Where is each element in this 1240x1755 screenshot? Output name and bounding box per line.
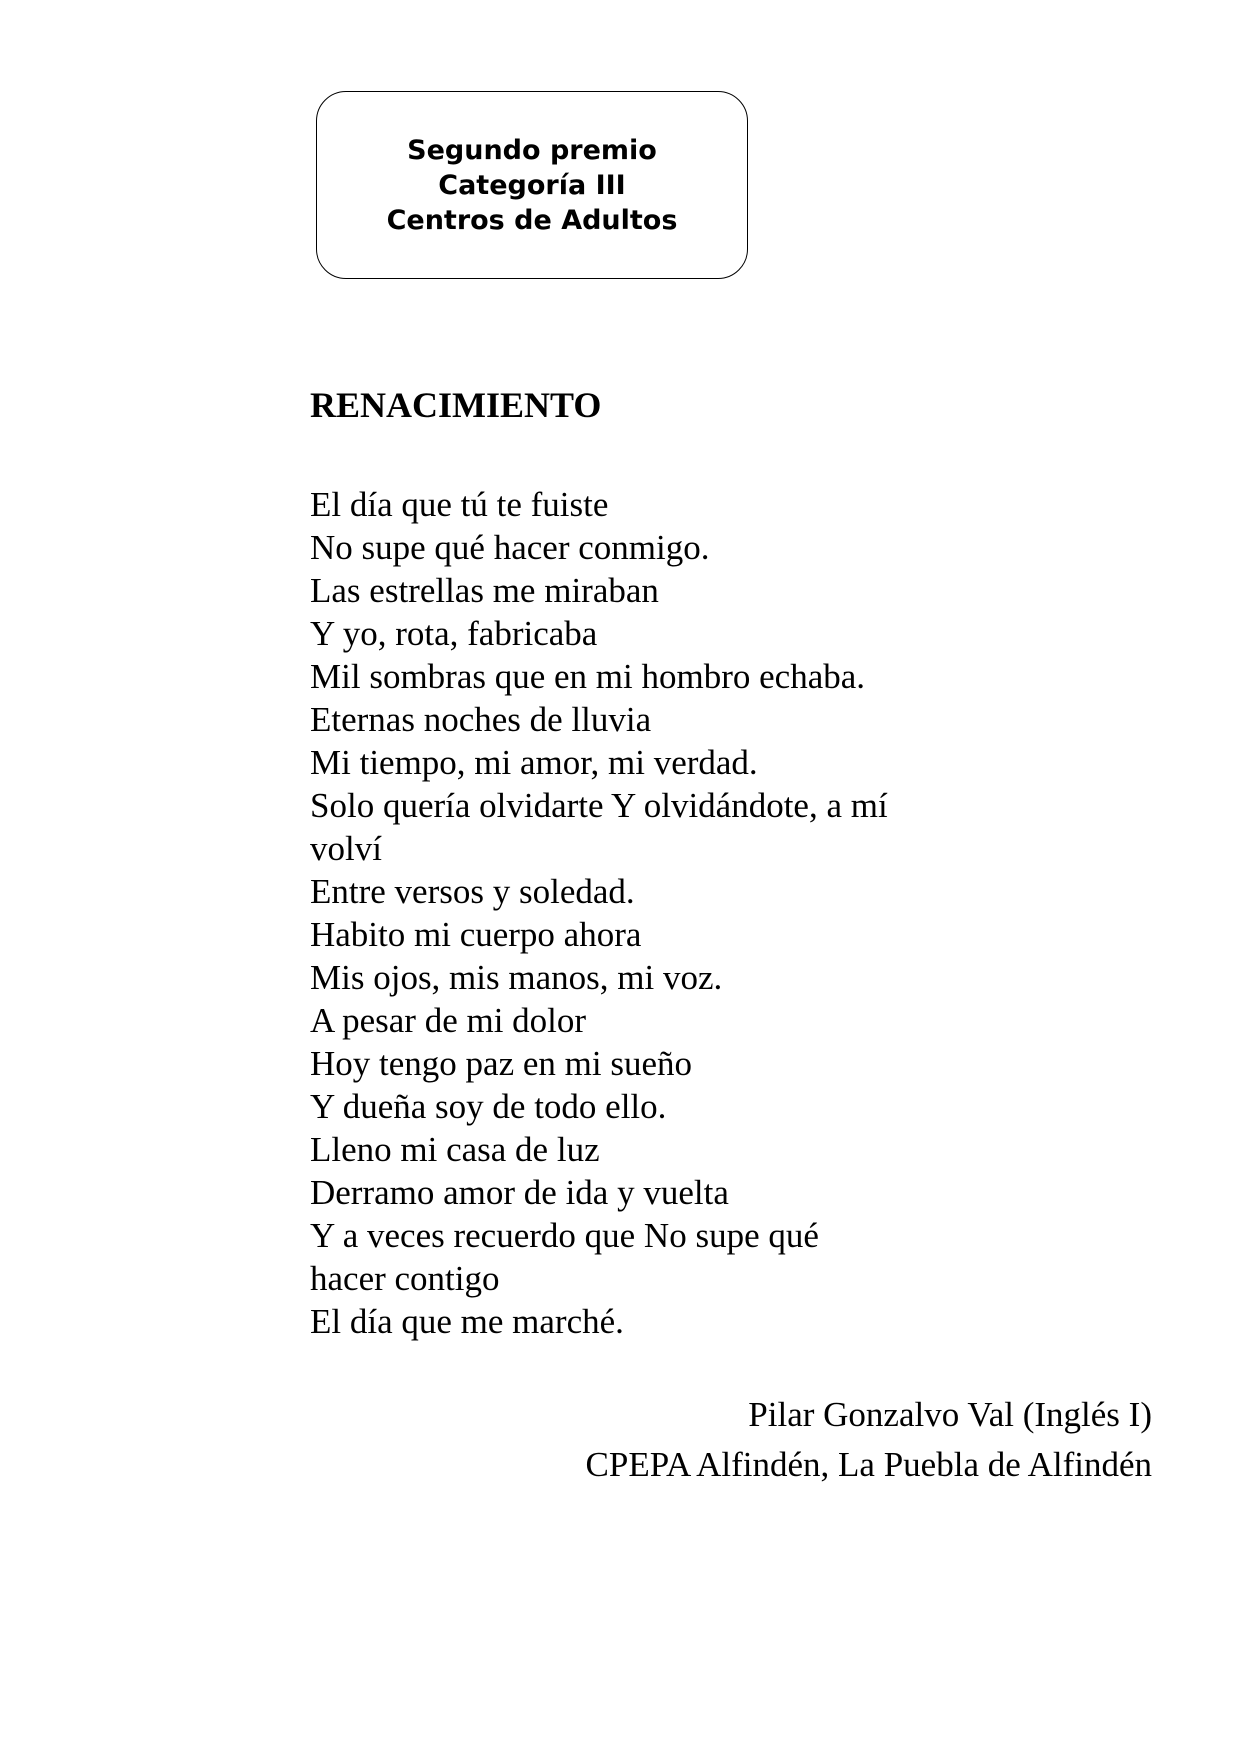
poem-line: Las estrellas me miraban (310, 571, 659, 610)
award-prize: Segundo premio (407, 134, 657, 166)
poem-line: Mil sombras que en mi hombro echaba. (310, 657, 866, 696)
poem-line: Mi tiempo, mi amor, mi verdad. (310, 743, 758, 782)
poem-line: No supe qué hacer conmigo. (310, 528, 710, 567)
award-group: Centros de Adultos (386, 204, 678, 236)
poem-line: Y yo, rota, fabricaba (310, 614, 598, 653)
poem-line: A pesar de mi dolor (310, 1001, 587, 1040)
poem-line: Derramo amor de ida y vuelta (310, 1173, 729, 1212)
author-block (586, 1390, 1152, 1490)
poem-line: El día que me marché. (310, 1302, 624, 1341)
poem-title: RENACIMIENTO (310, 385, 602, 425)
poem-line: Lleno mi casa de luz (310, 1130, 600, 1169)
poem-line: Eternas noches de lluvia (310, 700, 652, 739)
poem-line: hacer contigo (310, 1259, 500, 1298)
author-school: CPEPA Alfindén, La Puebla de Alfindén (585, 1445, 1152, 1484)
poem-line: Solo quería olvidarte Y olvidándote, a mí (310, 786, 888, 825)
poem-body (310, 483, 888, 1343)
author-name: Pilar Gonzalvo Val (Inglés I) (748, 1395, 1152, 1434)
poem-line: Y dueña soy de todo ello. (310, 1087, 667, 1126)
award-box (316, 91, 748, 279)
poem-line: Y a veces recuerdo que No supe qué (310, 1216, 819, 1255)
poem-line: Mis ojos, mis manos, mi voz. (310, 958, 723, 997)
poem-line: Entre versos y soledad. (310, 872, 635, 911)
award-category: Categoría III (438, 169, 626, 201)
poem-line: El día que tú te fuiste (310, 485, 609, 524)
poem-line: volví (310, 829, 382, 868)
poem-line: Habito mi cuerpo ahora (310, 915, 642, 954)
poem-line: Hoy tengo paz en mi sueño (310, 1044, 692, 1083)
